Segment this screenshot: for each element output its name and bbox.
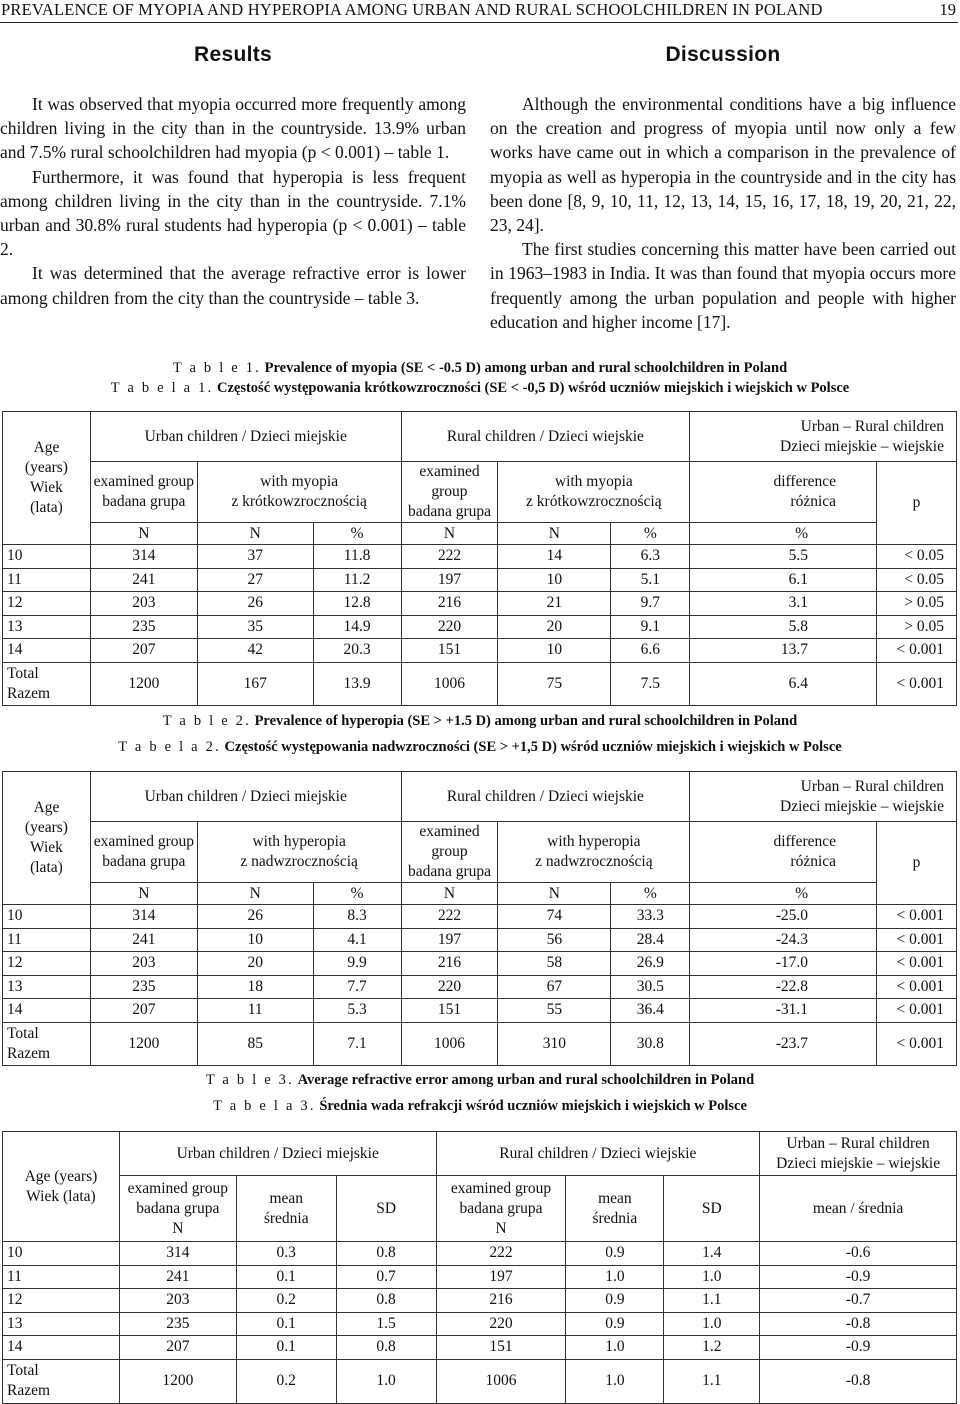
discussion-heading: Discussion <box>665 43 781 66</box>
table-cell: < 0.001 <box>877 905 957 929</box>
age-cell: 11 <box>3 928 91 952</box>
age-cell: 10 <box>3 545 91 569</box>
table-cell: 222 <box>436 1242 566 1266</box>
table-cell: 235 <box>90 615 197 639</box>
table-cell: 1.0 <box>664 1312 760 1336</box>
table-cell: < 0.05 <box>877 568 957 592</box>
table-cell: 26.9 <box>611 952 690 976</box>
table-cell: 33.3 <box>611 905 690 929</box>
table-cell: 0.9 <box>566 1289 664 1313</box>
table-cell: 235 <box>119 1312 236 1336</box>
unit-cell: % <box>611 883 690 905</box>
unit-cell: N <box>498 523 611 545</box>
table-cell: 241 <box>90 568 197 592</box>
table-cell: 5.5 <box>690 545 877 569</box>
examined-group-header: examined group badana grupa <box>401 462 498 523</box>
urban-rural-header: Urban – Rural children Dzieci miejskie – wiejskie <box>690 412 957 462</box>
table-row <box>3 568 957 592</box>
table-cell: 14 <box>498 545 611 569</box>
table-cell: -25.0 <box>690 905 877 929</box>
total-cell: -0.8 <box>760 1359 957 1403</box>
table-cell: 9.7 <box>611 592 690 616</box>
total-label: Total Razem <box>3 1359 120 1403</box>
table2-label-en: T a b l e 2. <box>162 713 251 729</box>
total-label: Total Razem <box>3 662 91 705</box>
table-cell: 241 <box>90 928 197 952</box>
table-row <box>3 639 957 663</box>
table1-label-pl: T a b e l a 1. <box>110 380 214 396</box>
table-cell: 28.4 <box>611 928 690 952</box>
table-cell: 9.9 <box>313 952 401 976</box>
table-cell: 0.1 <box>236 1265 336 1289</box>
difference-header: difference różnica <box>690 822 877 883</box>
table-cell: 18 <box>197 975 313 999</box>
table-cell: -31.1 <box>690 999 877 1023</box>
table-cell: 220 <box>401 975 498 999</box>
table-cell: 0.3 <box>236 1242 336 1266</box>
total-cell: -23.7 <box>690 1022 877 1065</box>
total-cell: 310 <box>498 1022 611 1065</box>
table-cell: 14.9 <box>313 615 401 639</box>
rural-header: Rural children / Dzieci wiejskie <box>401 772 690 822</box>
unit-cell: % <box>690 523 877 545</box>
table-cell: 56 <box>498 928 611 952</box>
table-cell: 13.7 <box>690 639 877 663</box>
table-cell: 74 <box>498 905 611 929</box>
age-header: Age (years) Wiek (lata) <box>3 412 91 545</box>
table-cell: 241 <box>119 1265 236 1289</box>
table-cell: 203 <box>90 592 197 616</box>
table-row <box>3 1242 957 1266</box>
table2-label-pl: T a b e l a 2. <box>118 739 221 755</box>
table-cell: 151 <box>401 999 498 1023</box>
table-row <box>3 1312 957 1336</box>
table-cell: 26 <box>197 592 313 616</box>
table-cell: < 0.001 <box>877 639 957 663</box>
table-cell: 7.7 <box>313 975 401 999</box>
age-cell: 10 <box>3 905 91 929</box>
table-cell: 1.4 <box>664 1242 760 1266</box>
table-cell: -0.8 <box>760 1312 957 1336</box>
table-cell: -22.8 <box>690 975 877 999</box>
table-cell: 314 <box>90 545 197 569</box>
total-row <box>3 1359 957 1403</box>
table-cell: 207 <box>90 999 197 1023</box>
age-header: Age (years) Wiek (lata) <box>3 772 91 905</box>
total-row <box>3 662 957 705</box>
table-cell: 20 <box>498 615 611 639</box>
table-cell: 151 <box>436 1336 566 1360</box>
table-cell: 1.0 <box>566 1336 664 1360</box>
table-cell: 20.3 <box>313 639 401 663</box>
table1-title-pl: Częstość występowania krótkowzroczności (SE < -0,5 D) wśród uczniów miejskich i wiejskich w Polsce <box>216 380 850 396</box>
table-cell: 20 <box>197 952 313 976</box>
age-cell: 12 <box>3 592 91 616</box>
table-cell: 1.2 <box>664 1336 760 1360</box>
rural-header: Rural children / Dzieci wiejskie <box>436 1132 760 1176</box>
with-hyperopia-header: with hyperopia z nadwzrocznością <box>498 822 690 883</box>
table3-caption-en <box>0 1072 960 1089</box>
age-cell: 14 <box>3 999 91 1023</box>
unit-cell: N <box>197 523 313 545</box>
table-row <box>3 545 957 569</box>
mean-header: mean średnia <box>566 1176 664 1242</box>
table-cell: 30.5 <box>611 975 690 999</box>
table-row <box>3 592 957 616</box>
table-cell: 10 <box>498 568 611 592</box>
table-cell: 222 <box>401 545 498 569</box>
table-cell: 220 <box>401 615 498 639</box>
total-cell: 0.2 <box>236 1359 336 1403</box>
table-cell: 314 <box>119 1242 236 1266</box>
table-cell: -24.3 <box>690 928 877 952</box>
table-cell: 0.8 <box>336 1289 436 1313</box>
table-cell: 151 <box>401 639 498 663</box>
discussion-paragraph: The first studies concerning this matter have been carried out in 1963–1983 in India. It was than found that myopia occurs more frequently among the urban population and people with higher education and higher income [17]. <box>490 239 956 332</box>
sd-header: SD <box>336 1176 436 1242</box>
table-cell: 197 <box>436 1265 566 1289</box>
table2 <box>2 771 957 1066</box>
table-cell: 220 <box>436 1312 566 1336</box>
examined-group-header: examined group badana grupa <box>90 462 197 523</box>
table-cell: 222 <box>401 905 498 929</box>
table-cell: -0.6 <box>760 1242 957 1266</box>
total-cell: 13.9 <box>313 662 401 705</box>
table3-caption-pl <box>0 1098 960 1115</box>
table-row <box>3 1265 957 1289</box>
age-header: Age (years) Wiek (lata) <box>3 1132 120 1242</box>
total-cell: 30.8 <box>611 1022 690 1065</box>
table3 <box>2 1131 957 1404</box>
table-cell: 4.1 <box>313 928 401 952</box>
table-cell: 27 <box>197 568 313 592</box>
table-row <box>3 905 957 929</box>
table-cell: 6.6 <box>611 639 690 663</box>
table3-label-en: T a b l e 3. <box>205 1072 294 1088</box>
total-label: Total Razem <box>3 1022 91 1065</box>
table-cell: 10 <box>498 639 611 663</box>
total-cell: 7.5 <box>611 662 690 705</box>
table-cell: < 0.001 <box>877 975 957 999</box>
table1 <box>2 411 957 706</box>
table-cell: 207 <box>119 1336 236 1360</box>
table-row <box>3 928 957 952</box>
table-cell: 10 <box>197 928 313 952</box>
total-cell: < 0.001 <box>877 662 957 705</box>
table-cell: 6.1 <box>690 568 877 592</box>
table-cell: 0.8 <box>336 1242 436 1266</box>
unit-cell: N <box>90 523 197 545</box>
table-cell: 26 <box>197 905 313 929</box>
results-section <box>0 42 466 310</box>
table-cell: < 0.001 <box>877 999 957 1023</box>
table-cell: 0.7 <box>336 1265 436 1289</box>
table-cell: 203 <box>119 1289 236 1313</box>
unit-cell: % <box>690 883 877 905</box>
unit-cell: N <box>197 883 313 905</box>
total-cell: 1.0 <box>336 1359 436 1403</box>
table-cell: 207 <box>90 639 197 663</box>
age-cell: 12 <box>3 952 91 976</box>
results-paragraph: It was determined that the average refractive error is lower among children from the city than the countryside – table 3. <box>0 263 466 308</box>
unit-cell: N <box>498 883 611 905</box>
running-head <box>0 0 958 23</box>
total-cell: 1006 <box>436 1359 566 1403</box>
total-cell: 1200 <box>90 1022 197 1065</box>
examined-group-header: examined group badana grupa N <box>119 1176 236 1242</box>
urban-rural-header: Urban – Rural children Dzieci miejskie – wiejskie <box>760 1132 957 1176</box>
results-heading: Results <box>194 43 272 66</box>
total-cell: 1.1 <box>664 1359 760 1403</box>
age-cell: 13 <box>3 1312 120 1336</box>
table-cell: 314 <box>90 905 197 929</box>
rural-header: Rural children / Dzieci wiejskie <box>401 412 690 462</box>
table-cell: 1.1 <box>664 1289 760 1313</box>
urban-header: Urban children / Dzieci miejskie <box>90 412 401 462</box>
table-cell: 37 <box>197 545 313 569</box>
total-cell: 75 <box>498 662 611 705</box>
age-cell: 11 <box>3 568 91 592</box>
page-number: 19 <box>939 0 956 19</box>
table-cell: 203 <box>90 952 197 976</box>
table-cell: 1.0 <box>566 1265 664 1289</box>
table-row <box>3 1336 957 1360</box>
table-cell: 11 <box>197 999 313 1023</box>
table-cell: > 0.05 <box>877 615 957 639</box>
sd-header: SD <box>664 1176 760 1242</box>
table-row <box>3 999 957 1023</box>
results-paragraph: It was observed that myopia occurred more frequently among children living in the city than in the countryside. 13.9% urban and 7.5% rural schoolchildren had myopia (p < 0.001) – table 1. <box>0 94 466 163</box>
with-hyperopia-header: with hyperopia z nadwzrocznością <box>197 822 401 883</box>
table-cell: 216 <box>436 1289 566 1313</box>
examined-group-header: examined group badana grupa <box>401 822 498 883</box>
running-head-title: PREVALENCE OF MYOPIA AND HYPEROPIA AMONG URBAN AND RURAL SCHOOLCHILDREN IN POLAND <box>1 0 823 19</box>
table-cell: < 0.001 <box>877 952 957 976</box>
table3-title-en: Average refractive error among urban and rural schoolchildren in Poland <box>297 1072 755 1088</box>
total-cell: 6.4 <box>690 662 877 705</box>
age-cell: 12 <box>3 1289 120 1313</box>
difference-header: difference różnica <box>690 462 877 523</box>
total-cell: 1200 <box>90 662 197 705</box>
table-cell: 197 <box>401 928 498 952</box>
age-cell: 13 <box>3 975 91 999</box>
unit-cell: % <box>313 523 401 545</box>
age-cell: 14 <box>3 639 91 663</box>
table-cell: 6.3 <box>611 545 690 569</box>
table-cell: 5.8 <box>690 615 877 639</box>
table-cell: 58 <box>498 952 611 976</box>
age-cell: 10 <box>3 1242 120 1266</box>
table-cell: 12.8 <box>313 592 401 616</box>
results-paragraph: Furthermore, it was found that hyperopia is less frequent among children living in the city than in the countryside. 7.1% urban and 30.8% rural students had hyperopia (p < 0.001) – table 2. <box>0 166 466 260</box>
table-cell: 55 <box>498 999 611 1023</box>
mean-difference-header: mean / średnia <box>760 1176 957 1242</box>
table-cell: -0.7 <box>760 1289 957 1313</box>
urban-header: Urban children / Dzieci miejskie <box>90 772 401 822</box>
table-row <box>3 975 957 999</box>
table-cell: 9.1 <box>611 615 690 639</box>
table1-caption-en <box>0 360 960 377</box>
table-cell: 216 <box>401 592 498 616</box>
table-cell: 0.1 <box>236 1312 336 1336</box>
table-cell: -0.9 <box>760 1265 957 1289</box>
table3-label-pl: T a b e l a 3. <box>213 1098 316 1114</box>
table-cell: 0.2 <box>236 1289 336 1313</box>
table-cell: 67 <box>498 975 611 999</box>
unit-cell: % <box>611 523 690 545</box>
total-cell: 7.1 <box>313 1022 401 1065</box>
table-cell: < 0.001 <box>877 928 957 952</box>
unit-cell: N <box>401 883 498 905</box>
table2-title-pl: Częstość występowania nadwzroczności (SE > +1,5 D) wśród uczniów miejskich i wiejskich w Polsce <box>224 739 842 755</box>
discussion-section <box>490 42 956 334</box>
age-cell: 13 <box>3 615 91 639</box>
with-myopia-header: with myopia z krótkowzrocznością <box>197 462 401 523</box>
table-cell: 42 <box>197 639 313 663</box>
p-header: p <box>877 462 957 545</box>
urban-header: Urban children / Dzieci miejskie <box>119 1132 436 1176</box>
table-row <box>3 1289 957 1313</box>
table2-caption-pl <box>0 739 960 756</box>
table-cell: 216 <box>401 952 498 976</box>
table-cell: 21 <box>498 592 611 616</box>
p-header: p <box>877 822 957 905</box>
table-cell: 11.8 <box>313 545 401 569</box>
table-cell: 36.4 <box>611 999 690 1023</box>
table-cell: 1.5 <box>336 1312 436 1336</box>
table-cell: 0.1 <box>236 1336 336 1360</box>
table-cell: 0.9 <box>566 1242 664 1266</box>
table-cell: 11.2 <box>313 568 401 592</box>
total-row <box>3 1022 957 1065</box>
table-row <box>3 952 957 976</box>
examined-group-header: examined group badana grupa <box>90 822 197 883</box>
table-cell: 197 <box>401 568 498 592</box>
total-cell: < 0.001 <box>877 1022 957 1065</box>
with-myopia-header: with myopia z krótkowzrocznością <box>498 462 690 523</box>
table-cell: 235 <box>90 975 197 999</box>
table-cell: 8.3 <box>313 905 401 929</box>
total-cell: 1200 <box>119 1359 236 1403</box>
table-cell: < 0.05 <box>877 545 957 569</box>
table3-title-pl: Średnia wada refrakcji wśród uczniów miejskich i wiejskich w Polsce <box>319 1098 747 1114</box>
table-row <box>3 615 957 639</box>
table1-title-en: Prevalence of myopia (SE < -0.5 D) among urban and rural schoolchildren in Poland <box>264 360 788 376</box>
table-cell: 0.9 <box>566 1312 664 1336</box>
table-cell: 5.3 <box>313 999 401 1023</box>
discussion-paragraph: Although the environmental conditions have a big influence on the creation and progress of myopia until now only a few works have came out in which a comparison in the prevalence of myopia as well as hyperopia in the countryside and in the city has been done [8, 9, 10, 11, 12, 13, 14, 15, 16, 17, 18, 19, 20, 21, 22, 23, 24]. <box>490 94 956 236</box>
total-cell: 1006 <box>401 662 498 705</box>
urban-rural-header: Urban – Rural children Dzieci miejskie – wiejskie <box>690 772 957 822</box>
unit-cell: % <box>313 883 401 905</box>
total-cell: 85 <box>197 1022 313 1065</box>
table-cell: 3.1 <box>690 592 877 616</box>
age-cell: 14 <box>3 1336 120 1360</box>
mean-header: mean średnia <box>236 1176 336 1242</box>
total-cell: 1006 <box>401 1022 498 1065</box>
total-cell: 167 <box>197 662 313 705</box>
age-cell: 11 <box>3 1265 120 1289</box>
table1-label-en: T a b l e 1. <box>172 360 261 376</box>
total-cell: 1.0 <box>566 1359 664 1403</box>
table2-title-en: Prevalence of hyperopia (SE > +1.5 D) among urban and rural schoolchildren in Poland <box>254 713 798 729</box>
unit-cell: N <box>401 523 498 545</box>
table2-caption-en <box>0 713 960 730</box>
table-cell: -17.0 <box>690 952 877 976</box>
table1-caption-pl <box>0 380 960 397</box>
table-cell: > 0.05 <box>877 592 957 616</box>
table-cell: -0.9 <box>760 1336 957 1360</box>
table-cell: 5.1 <box>611 568 690 592</box>
table-cell: 1.0 <box>664 1265 760 1289</box>
examined-group-header: examined group badana grupa N <box>436 1176 566 1242</box>
table-cell: 0.8 <box>336 1336 436 1360</box>
unit-cell: N <box>90 883 197 905</box>
table-cell: 35 <box>197 615 313 639</box>
